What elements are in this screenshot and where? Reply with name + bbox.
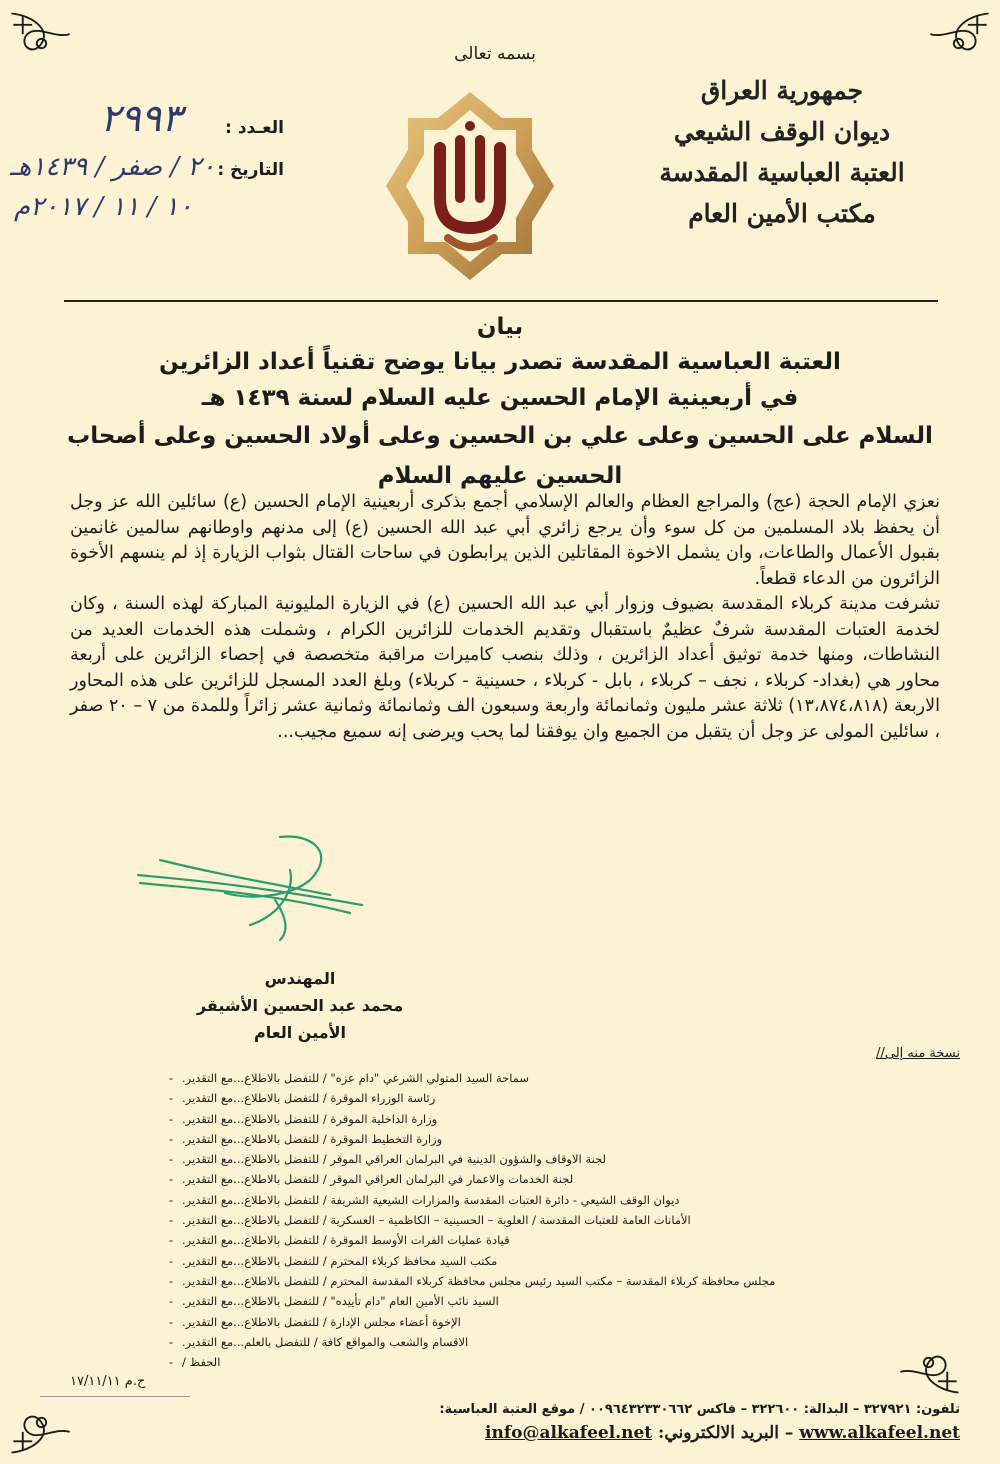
number-value: ٢٩٩٣: [100, 96, 182, 140]
copy-recipient: [160, 1251, 960, 1271]
email-link[interactable]: info@alkafeel.net: [485, 1423, 653, 1443]
copy-recipient-text: لجنة الخدمات والاعمار في البرلمان العراقي الموقر / للتفضل بالاطلاع...مع التقدير.: [182, 1172, 574, 1187]
copy-bullet: -: [168, 1111, 174, 1126]
copy-recipient-text: سماحة السيد المتولي الشرعي "دام عزه" / للتفضل بالاطلاع...مع التقدير.: [182, 1071, 530, 1085]
copy-recipient-text: مكتب السيد محافظ كربلاء المحترم / للتفضل بالاطلاع...مع التقدير.: [182, 1253, 498, 1268]
body-paragraph: نعزي الإمام الحجة (عج) والمراجع العظام والعالم الإسلامي أجمع بذكرى أربعينية الإمام الحسين (ع) سائلين الله عز وجل أن يحفظ بلاد المسلمين من كل سوء وأن يرجع زائري أبي عبد الله الحسين (ع) إلى مدنهم واوطانهم سالمين غانمين بقبول الأعمال والطاعات، وان يشمل الاخوة المقاتلين الذين يرابطون في ساحات القتال بثواب الزيارة إذ لم ينسهم الأخوة الزائرون من الدعاء قطعاً.: [70, 492, 940, 589]
website-link[interactable]: www.alkafeel.net: [799, 1423, 960, 1443]
shrine-logo-icon: [382, 88, 558, 284]
body-paragraph: تشرفت مدينة كربلاء المقدسة بضيوف وزوار أبي عبد الله الحسين (ع) في الزيارة المليونية المباركة لهذه السنة ، وكان لخدمة العتبات المقدسة شرفٌ عظيمٌ باستقبال وتقديم الخدمات للزائرين الكرام ، وشملت هذه الخدمات العديد من النشاطات، ومنها خدمة توثيق أعداد الزائرين ، وذلك بنصب كاميرات مراقبة متخصصة في إحصاء الزائرين على أربعة محاور هي (بغداد- كربلاء ، نجف – كربلاء ، بابل - كربلاء ، حسينية - كربلاء) وبلغ العدد المسجل للزائرين على هذه المحاور الاربعة (١٣،٨٧٤،٨١٨) ثلاثة عشر مليون وثمانمائة واربعة وسبعون الف وثمانمائة وثمانية عشر زائراً وللمدة من ٧ – ٢٠ صفر ، سائلين المولى عز وجل أن يتقبل من الجميع وان يوفقنا لما يحب ويرضى إنه سميع مجيب...: [70, 594, 940, 742]
org-line-shrine: العتبة العباسية المقدسة: [659, 158, 905, 187]
copy-recipient: [160, 1190, 960, 1210]
header-divider: [64, 300, 938, 302]
copy-recipient-text: لجنة الاوقاف والشؤون الدينية في البرلمان العراقي الموقر / للتفضل بالاطلاع...مع التقدير.: [182, 1152, 606, 1167]
copy-recipient-text: ديوان الوقف الشيعي - دائرة العتبات المقدسة والمزارات الشيعية الشريفة / للتفضل بالاطلاع...مع التقدير.: [182, 1192, 680, 1207]
copy-recipient-text: مجلس محافظة كربلاء المقدسة – مكتب السيد رئيس مجلس محافظة كربلاء المقدسة المحترم / للتفضل بالاطلاع...مع التقدير.: [182, 1273, 776, 1288]
copy-recipient-text: الحفظ /: [182, 1355, 221, 1370]
number-label: العـدد :: [225, 118, 284, 138]
copy-recipient: [160, 1129, 960, 1149]
ornament-top-right: [921, 6, 996, 81]
heading-line-4: السلام على الحسين وعلى علي بن الحسين وعلى أولاد الحسين وعلى أصحاب الحسين عليهم السلام: [67, 423, 933, 489]
copy-bullet: -: [168, 1192, 174, 1207]
copy-recipient: [160, 1088, 960, 1108]
footer-contacts: [20, 1402, 960, 1417]
ornament-top-left: [4, 6, 79, 81]
footer-links: [20, 1423, 960, 1443]
body-text: [70, 490, 940, 745]
date-label: التاريخ :: [217, 160, 284, 180]
date-gregorian: ١٠ / ١١ / ٢٠١٧م: [14, 192, 193, 222]
basmala: بسمه تعالى: [454, 44, 536, 64]
copy-bullet: -: [168, 1314, 174, 1329]
heading-line-3: في أربعينية الإمام الحسين عليه السلام لسنة ١٤٣٩ هـ: [201, 385, 799, 411]
copy-recipient: [160, 1332, 960, 1352]
copy-recipient: [160, 1109, 960, 1129]
copy-bullet: -: [168, 1131, 174, 1146]
copy-recipient-text: الأمانات العامة للعتبات المقدسة / العلوية – الحسينية – الكاظمية – العسكرية / للتفضل بالاطلاع...مع التقدير.: [182, 1213, 691, 1228]
copy-recipient-text: الاقسام والشعب والمواقع كافة / للتفضل بالعلم...مع التقدير.: [182, 1334, 469, 1349]
copy-bullet: -: [168, 1253, 174, 1268]
signer-position: الأمين العام: [253, 1023, 347, 1042]
copy-bullet: -: [168, 1071, 174, 1085]
copy-bullet: -: [168, 1172, 174, 1187]
signer-block: [180, 965, 420, 1046]
heading-line-2: العتبة العباسية المقدسة تصدر بيانا يوضح تقنياً أعداد الزائرين: [159, 349, 841, 375]
heading-title: بيان: [476, 314, 524, 340]
copy-recipient: [160, 1312, 960, 1332]
org-line-office: مكتب الأمين العام: [688, 199, 876, 228]
statement-heading: [60, 310, 940, 496]
copy-recipient: [160, 1352, 960, 1372]
copy-bullet: -: [168, 1355, 174, 1370]
copy-bullet: -: [168, 1213, 174, 1228]
date-hijri: ٢٠ / صفر / ١٤٣٩هـ: [10, 152, 216, 182]
org-line-diwan: ديوان الوقف الشيعي: [673, 117, 891, 146]
copy-recipient: [160, 1149, 960, 1169]
copy-recipient-text: وزارة الداخلية الموقرة / للتفضل بالاطلاع...مع التقدير.: [182, 1111, 438, 1126]
handwritten-signature: [130, 825, 370, 945]
footer-contacts-text: تلفون: ٣٢٧٩٢١ – البدالة: ٣٢٢٦٠٠ – فاكس ٠٠٩٦٤٣٢٣٣٠٦٦٢ / موقع العتبة العباسية:: [439, 1402, 960, 1417]
footer: [20, 1402, 960, 1443]
signer-title: المهندس: [264, 969, 336, 988]
org-line-country: جمهورية العراق: [700, 76, 864, 105]
copy-recipient-text: قيادة عمليات الفرات الأوسط الموقرة / للتفضل بالاطلاع...مع التقدير.: [182, 1233, 510, 1248]
copy-recipient-text: رئاسة الوزراء الموقرة / للتفضل بالاطلاع...مع التقدير.: [182, 1091, 436, 1106]
copy-recipient: [160, 1210, 960, 1230]
copy-recipient-text: الإخوة أعضاء مجلس الإدارة / للتفضل بالاطلاع...مع التقدير.: [182, 1314, 461, 1329]
copy-bullet: -: [168, 1334, 174, 1349]
organization-header: [652, 70, 912, 234]
copy-recipient: [160, 1291, 960, 1311]
copy-recipient: [160, 1271, 960, 1291]
copy-recipient: [160, 1230, 960, 1250]
copy-bullet: -: [168, 1091, 174, 1106]
copies-list: [160, 1068, 960, 1372]
copy-bullet: -: [168, 1152, 174, 1167]
copy-recipient: [160, 1068, 960, 1088]
copy-bullet: -: [168, 1273, 174, 1288]
copy-bullet: -: [168, 1294, 174, 1309]
copy-bullet: -: [168, 1233, 174, 1248]
copies-title: نسخة منه إلى//: [876, 1046, 960, 1061]
copy-recipient-text: السيد نائب الأمين العام "دام تأييده" / للتفضل بالاطلاع...مع التقدير.: [182, 1294, 499, 1309]
ref-code: ح.م ١٧/١١/١١: [70, 1374, 146, 1389]
signer-name: محمد عبد الحسين الأشيقر: [196, 996, 404, 1015]
copy-recipient: [160, 1169, 960, 1189]
copy-recipient-text: وزارة التخطيط الموقرة / للتفضل بالاطلاع...مع التقدير.: [182, 1131, 443, 1146]
email-label: – البريد الالكتروني:: [658, 1423, 794, 1443]
